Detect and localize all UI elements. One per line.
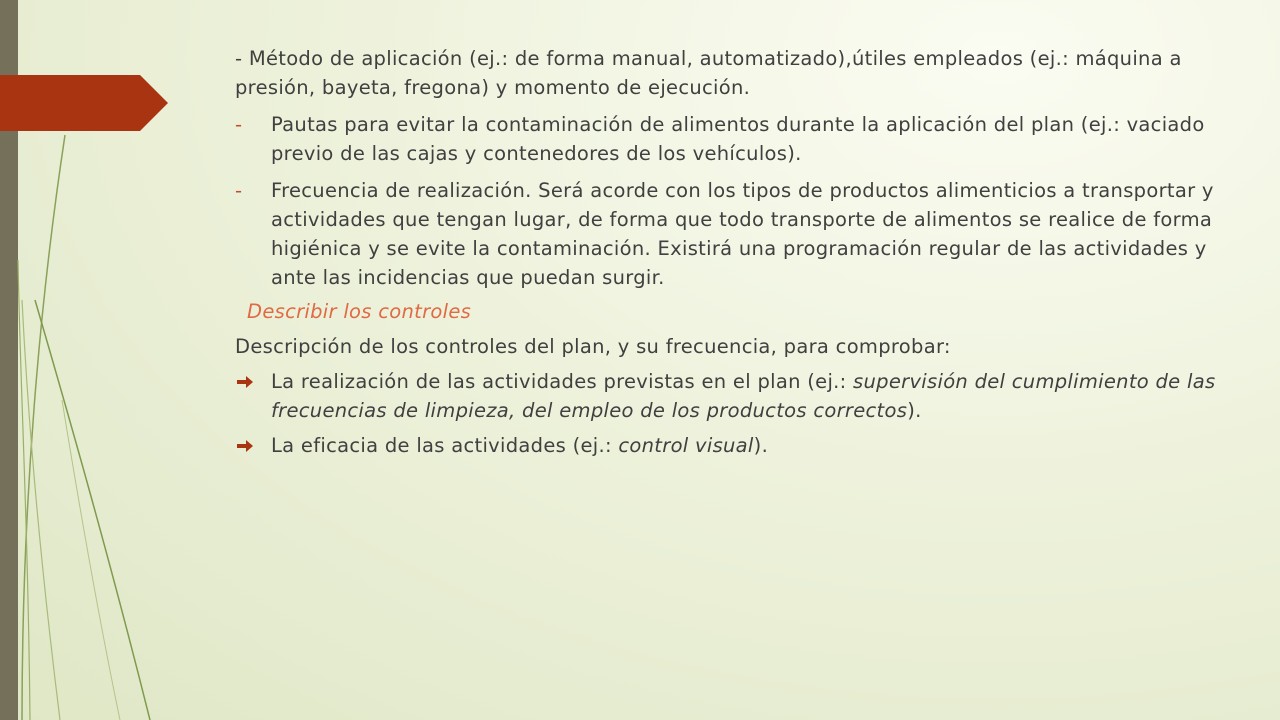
bullet-suffix: ). xyxy=(753,434,769,457)
dash-marker: - xyxy=(235,179,243,202)
dash-item-text: Frecuencia de realización. Será acorde con los tipos de productos alimenticios a transportar y actividades que tengan lugar, de forma que todo transporte de alimentos se realice de forma higiénica y se evite la contaminación. Existirá una programación regular de las actividades y ante las incidencias que puedan surgir. xyxy=(271,179,1214,289)
bullet-item-efficacy xyxy=(235,431,1225,460)
bullet-italic: control visual xyxy=(618,434,754,457)
dash-item-frequency xyxy=(235,176,1225,292)
bullet-prefix: La eficacia de las actividades (ej.: xyxy=(271,434,619,457)
method-paragraph: - Método de aplicación (ej.: de forma manual, automatizado),útiles empleados (ej.: máquina a presión, bayeta, fregona) y momento de ejecución. xyxy=(235,47,1182,99)
dash-item-guidelines xyxy=(235,110,1225,168)
accent-arrow-shape xyxy=(0,75,170,131)
bullet-suffix: ). xyxy=(907,399,922,422)
dash-marker: - xyxy=(235,113,243,136)
dash-item-text: Pautas para evitar la contaminación de alimentos durante la aplicación del plan (ej.: vaciado previo de las cajas y contenedores de los vehículos). xyxy=(271,113,1205,165)
arrow-bullet-icon xyxy=(237,376,253,388)
bullet-item-activities xyxy=(235,367,1225,425)
subheading-controls: Describir los controles xyxy=(247,300,472,323)
bullet-prefix: La realización de las actividades previstas en el plan (ej.: xyxy=(271,370,854,393)
bullet-italic: supervisión del cumplimiento de las frecuencias de limpieza, del empleo de los productos correctos xyxy=(271,370,1216,422)
controls-intro: Descripción de los controles del plan, y su frecuencia, para comprobar: xyxy=(235,335,951,358)
arrow-bullet-icon xyxy=(237,440,253,452)
slide-body xyxy=(235,44,1225,460)
